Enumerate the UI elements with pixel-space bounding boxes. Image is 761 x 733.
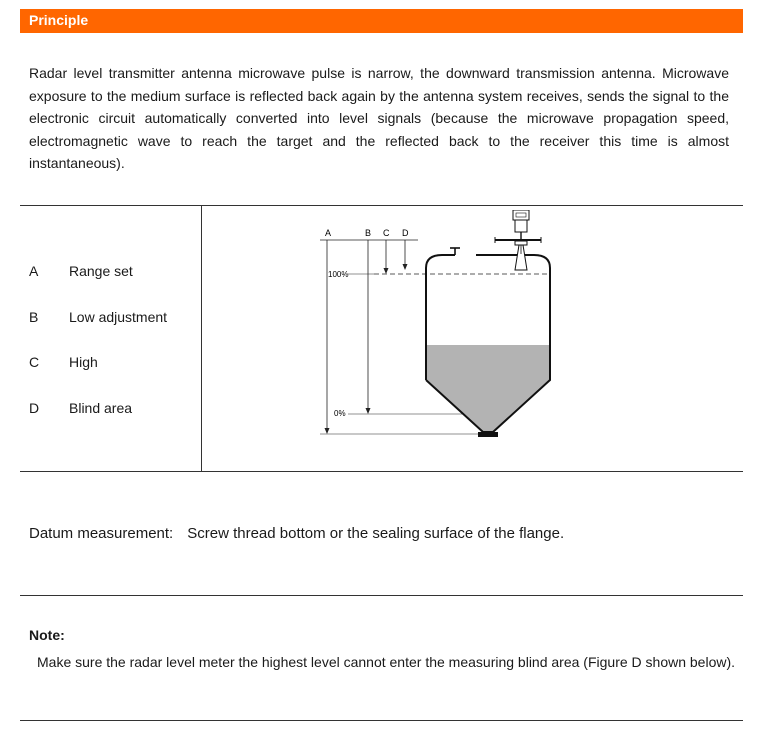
section-rule [20,595,743,596]
legend-letter-a: A [29,263,39,279]
table-column-divider [201,205,202,472]
radar-housing [515,220,527,232]
legend-letter-d: D [29,400,40,416]
label-0-percent: 0% [334,409,346,418]
note-label: Note: [29,627,65,643]
datum-line [29,525,564,542]
diagram-letter-b: B [365,228,372,238]
section-title: Principle [29,12,89,28]
medium-fill [426,345,550,432]
note-text: Make sure the radar level meter the highest level cannot enter the measuring blind area (Figure D shown below). [37,654,736,670]
arrow-a [325,428,330,434]
legend-letter-b: B [29,309,39,325]
table-bottom-rule [20,471,743,472]
legend-text-b: Low adjustment [69,309,168,325]
datum-value: Screw thread bottom or the sealing surface of the flange. [187,525,565,542]
legend-text-d: Blind area [69,400,133,416]
diagram-letter-d: D [402,228,409,238]
legend-letter-c: C [29,354,40,370]
table-top-rule [20,205,743,206]
arrow-d [403,264,408,270]
section-header [20,9,743,33]
label-100-percent: 100% [328,270,349,279]
tank-diagram [310,210,560,450]
arrow-c [384,268,389,274]
datum-label: Datum measurement: [29,525,174,542]
diagram-letter-a: A [325,228,332,238]
tank-outlet [478,432,498,437]
bottom-rule [20,720,743,721]
intro-paragraph: Radar level transmitter antenna microwave pulse is narrow, the downward transmission antenna. Microwave exposure to the medium surface is reflected back again by the antenna system receives, sends the signal to the electronic circuit automatically converted into level signals (because the microwave propagation speed, electromagnetic wave to reach the target and the reflected back to the receiver this time is almost instantaneous). [29,65,729,171]
legend-text-a: Range set [69,263,133,279]
legend-text-c: High [69,354,98,370]
diagram-letter-c: C [383,228,390,238]
arrow-b [366,408,371,414]
